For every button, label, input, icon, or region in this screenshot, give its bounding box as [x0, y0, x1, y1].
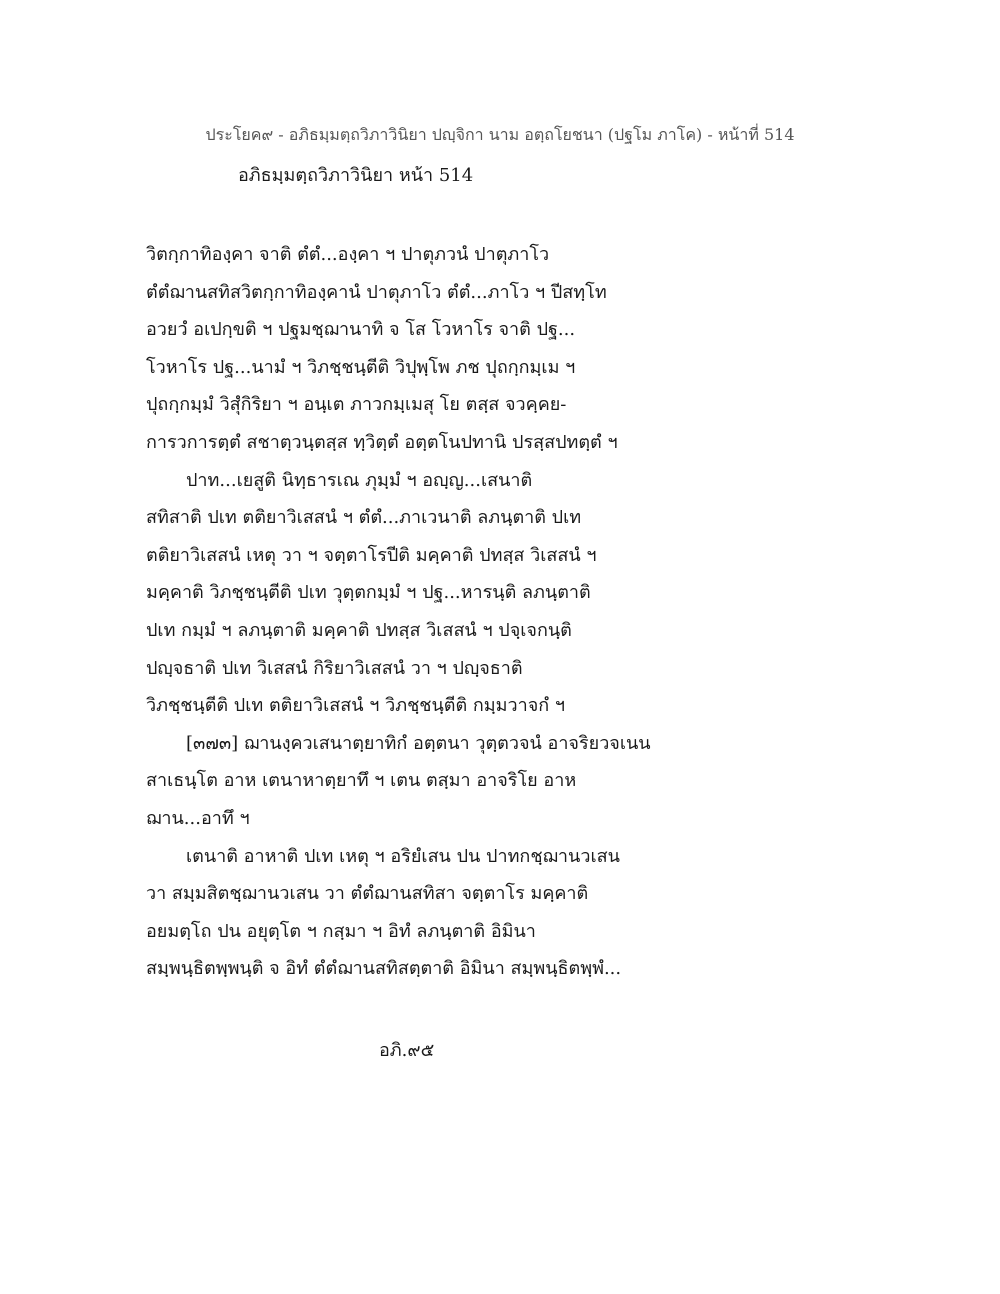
- text-line: โวหาโร ปฐ...นามํ ฯ วิภชฺชนฺตีติ วิปุพฺโพ ภช ปุถกฺกมฺเม ฯ: [146, 356, 576, 378]
- text-line: มคฺคาติ วิภชฺชนฺตีติ ปเท วุตฺตกมฺมํ ฯ ปฐ...หารนฺติ ลภนฺตาติ: [146, 582, 591, 604]
- text-line: วิภชฺชนฺตีติ ปเท ตติยาวิเสสนํ ฯ วิภชฺชนฺตีติ กมฺมวาจกํ ฯ: [146, 695, 566, 717]
- page-header: อภิธมฺมตฺถวิภาวินิยา หน้า 514: [238, 165, 474, 186]
- running-header: ประโยค๙ - อภิธมฺมตฺถวิภาวินิยา ปญฺจิกา นาม อตฺถโยชนา (ปฐโม ภาโค) - หน้าที่ 514: [205, 125, 795, 144]
- text-line: สาเธนฺโต อาห เตนาหาตฺยาทึ ฯ เตน ตสฺมา อาจริโย อาห: [146, 770, 577, 792]
- text-line: ปญฺจธาติ ปเท วิเสสนํ กิริยาวิเสสนํ วา ฯ ปญฺจธาติ: [146, 657, 523, 679]
- text-line: ปุถกฺกมฺมํ วิสุํกิริยา ฯ อนฺเต ภาวกมฺเมสุ โย ตสฺส จวคฺคย-: [146, 394, 567, 416]
- text-line: ตติยาวิเสสนํ เหตุ วา ฯ จตฺตาโรปีติ มคฺคาติ ปทสฺส วิเสสนํ ฯ: [146, 544, 597, 566]
- text-line: สทิสาติ ปเท ตติยาวิเสสนํ ฯ ตํตํ...ภาเวนาติ ลภนฺตาติ ปเท: [146, 507, 582, 529]
- text-line: อวยวํ อเปกฺขติ ฯ ปฐมชฺฌานาทิ จ โส โวหาโร จาติ ปฐ...: [146, 319, 576, 341]
- body-text: [146, 236, 866, 988]
- page-footer-code: อภิ.๙๕: [379, 1040, 435, 1061]
- text-line: สมฺพนฺธิตพฺพนฺติ จ อิทํ ตํตํฌานสทิสตฺตาติ อิมินา สมฺพนฺธิตพฺพํ...: [146, 958, 622, 980]
- paragraph-start-line: เตนาติ อาหาติ ปเท เหตุ ฯ อริยํเสน ปน ปาทกชฺฌานวเสน: [186, 845, 620, 867]
- text-line: ตํตํฌานสทิสวิตกฺกาทิองฺคานํ ปาตุภาโว ตํตํ...ภาโว ฯ ปีสทฺโท: [146, 281, 607, 303]
- paragraph-start-line: ปาท...เยสูติ นิทฺธารเณ ภุมฺมํ ฯ อญฺญ...เสนาติ: [186, 469, 533, 491]
- text-line: อยมตฺโถ ปน อยุตฺโต ฯ กสฺมา ฯ อิทํ ลภนฺตาติ อิมินา: [146, 920, 536, 942]
- text-line: การวการตฺตํ สชาตฺวนฺตสฺส ทฺวิตฺตํ อตฺตโนปทานิ ปรสฺสปทตฺตํ ฯ: [146, 431, 618, 453]
- text-line: ปเท กมฺมํ ฯ ลภนฺตาติ มคฺคาติ ปทสฺส วิเสสนํ ฯ ปจฺเจกนฺติ: [146, 619, 572, 641]
- text-line: วิตกฺกาทิองฺคา จาติ ตํตํ...องฺคา ฯ ปาตุภวนํ ปาตุภาโว: [146, 244, 550, 265]
- text-line: วา สมฺมสิตชฺฌานวเสน วา ตํตํฌานสทิสา จตฺตาโร มคฺคาติ: [146, 883, 589, 905]
- paragraph-start-line: [๓๗๓] ฌานงฺควเสนาตฺยาทิกํ อตฺตนา วุตฺตวจนํ อาจริยวจเนน: [186, 732, 651, 754]
- text-line: ฌาน...อาทึ ฯ: [146, 807, 250, 829]
